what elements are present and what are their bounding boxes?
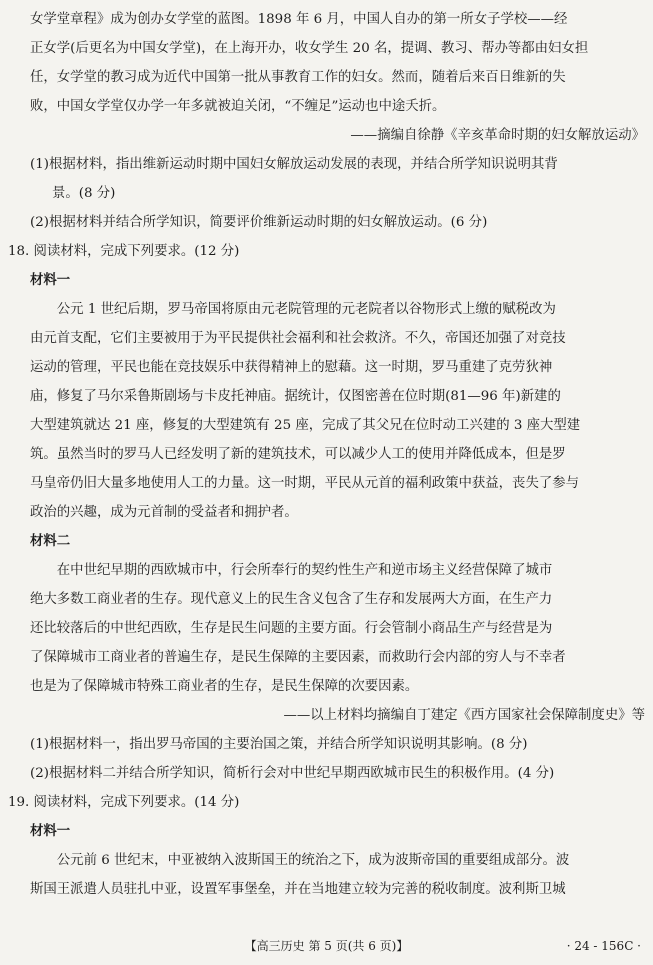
material-line: 运动的管理，平民也能在竞技娱乐中获得精神上的慰藉。这一时期，罗马重建了克劳狄神 (30, 360, 553, 375)
question-18 (0, 237, 653, 788)
q17-sub1-cont: 景。(8 分) (52, 186, 116, 201)
q17-sub2: (2)根据材料并结合所学知识，简要评价维新运动时期的妇女解放运动。(6 分) (30, 215, 488, 230)
top-passage (0, 5, 653, 150)
material-line: 公元 1 世纪后期，罗马帝国将原由元老院管理的元老院者以谷物形式上缴的赋税改为 (56, 302, 556, 317)
material-line: 公元前 6 世纪末，中亚被纳入波斯国王的统治之下，成为波斯帝国的重要组成部分。波 (56, 853, 570, 868)
q18-sub2: (2)根据材料二并结合所学知识，简析行会对中世纪早期西欧城市民生的积极作用。(4 分) (30, 766, 555, 781)
material-line: 绝大多数工商业者的生存。现代意义上的民生含义包含了生存和发展两大方面，在生产力 (30, 592, 553, 607)
q17-sub1: (1)根据材料，指出维新运动时期中国妇女解放运动发展的表现，并结合所学知识说明其背 (30, 157, 558, 172)
passage-line: 任，女学堂的教习成为近代中国第一批从事教育工作的妇女。然而，随着后来百日维新的失 (30, 70, 566, 85)
material-line: 大型建筑就达 21 座，修复的大型建筑有 25 座，完成了其父兄在位时动工兴建的 3 座大型建 (30, 418, 581, 433)
footer-code: · 24 - 156C · (566, 939, 641, 953)
q19-header: 19. 阅读材料，完成下列要求。(14 分) (8, 795, 240, 810)
material-line: 在中世纪早期的西欧城市中，行会所奉行的契约性生产和逆市场主义经营保障了城市 (56, 563, 553, 578)
material-line: 由元首支配，它们主要被用于为平民提供社会福利和社会救济。不久，帝国还加强了对竞技 (30, 331, 566, 346)
material-line: 也是为了保障城市特殊工商业者的生存，是民生保障的次要因素。 (30, 679, 419, 694)
material-line: 政治的兴趣，成为元首制的受益者和拥护者。 (30, 505, 298, 520)
material-line: 庙，修复了马尔采鲁斯剧场与卡皮托神庙。据统计，仅图密善在位时期(81—96 年)新建的 (30, 389, 561, 404)
passage-line: 败，中国女学堂仅办学一年多就被迫关闭，“不缠足”运动也中途夭折。 (30, 99, 446, 114)
question-19 (0, 788, 653, 904)
material-line: 马皇帝仍旧大量多地使用人工的力量。这一时期，平民从元首的福利政策中获益，丧失了参与 (30, 476, 580, 491)
material-line: 还比较落后的中世纪西欧，生存是民生问题的主要方面。行会管制小商品生产与经营是为 (30, 621, 553, 636)
q18-material1-title: 材料一 (30, 273, 71, 288)
q18-header: 18. 阅读材料，完成下列要求。(12 分) (8, 244, 240, 259)
passage-line: 正女学(后更名为中国女学堂)，在上海开办，收女学生 20 名，提调、教习、帮办等都由妇女担 (30, 41, 589, 56)
passage-source: ——摘编自徐静《辛亥革命时期的妇女解放运动》 (350, 128, 645, 143)
q18-source: ——以上材料均摘编自丁建定《西方国家社会保障制度史》等 (283, 708, 645, 723)
footer-page-info: 【高三历史 第 5 页(共 6 页)】 (244, 939, 409, 953)
question-17-subquestions (0, 150, 653, 237)
material-line: 筑。虽然当时的罗马人已经发明了新的建筑技术，可以减少人工的使用并降低成本，但是罗 (30, 447, 566, 462)
q18-material2-title: 材料二 (30, 534, 71, 549)
q19-material1-title: 材料一 (30, 824, 71, 839)
page-footer (0, 935, 653, 957)
page-content (0, 5, 653, 904)
passage-line: 女学堂章程》成为创办女学堂的蓝图。1898 年 6 月，中国人自办的第一所女子学校——经 (30, 12, 568, 27)
material-line: 斯国王派遣人员驻扎中亚，设置军事堡垒，并在当地建立较为完善的税收制度。波利斯卫城 (30, 882, 566, 897)
material-line: 了保障城市工商业者的普遍生存，是民生保障的主要因素，而救助行会内部的穷人与不幸者 (30, 650, 566, 665)
q18-sub1: (1)根据材料一，指出罗马帝国的主要治国之策，并结合所学知识说明其影响。(8 分) (30, 737, 528, 752)
